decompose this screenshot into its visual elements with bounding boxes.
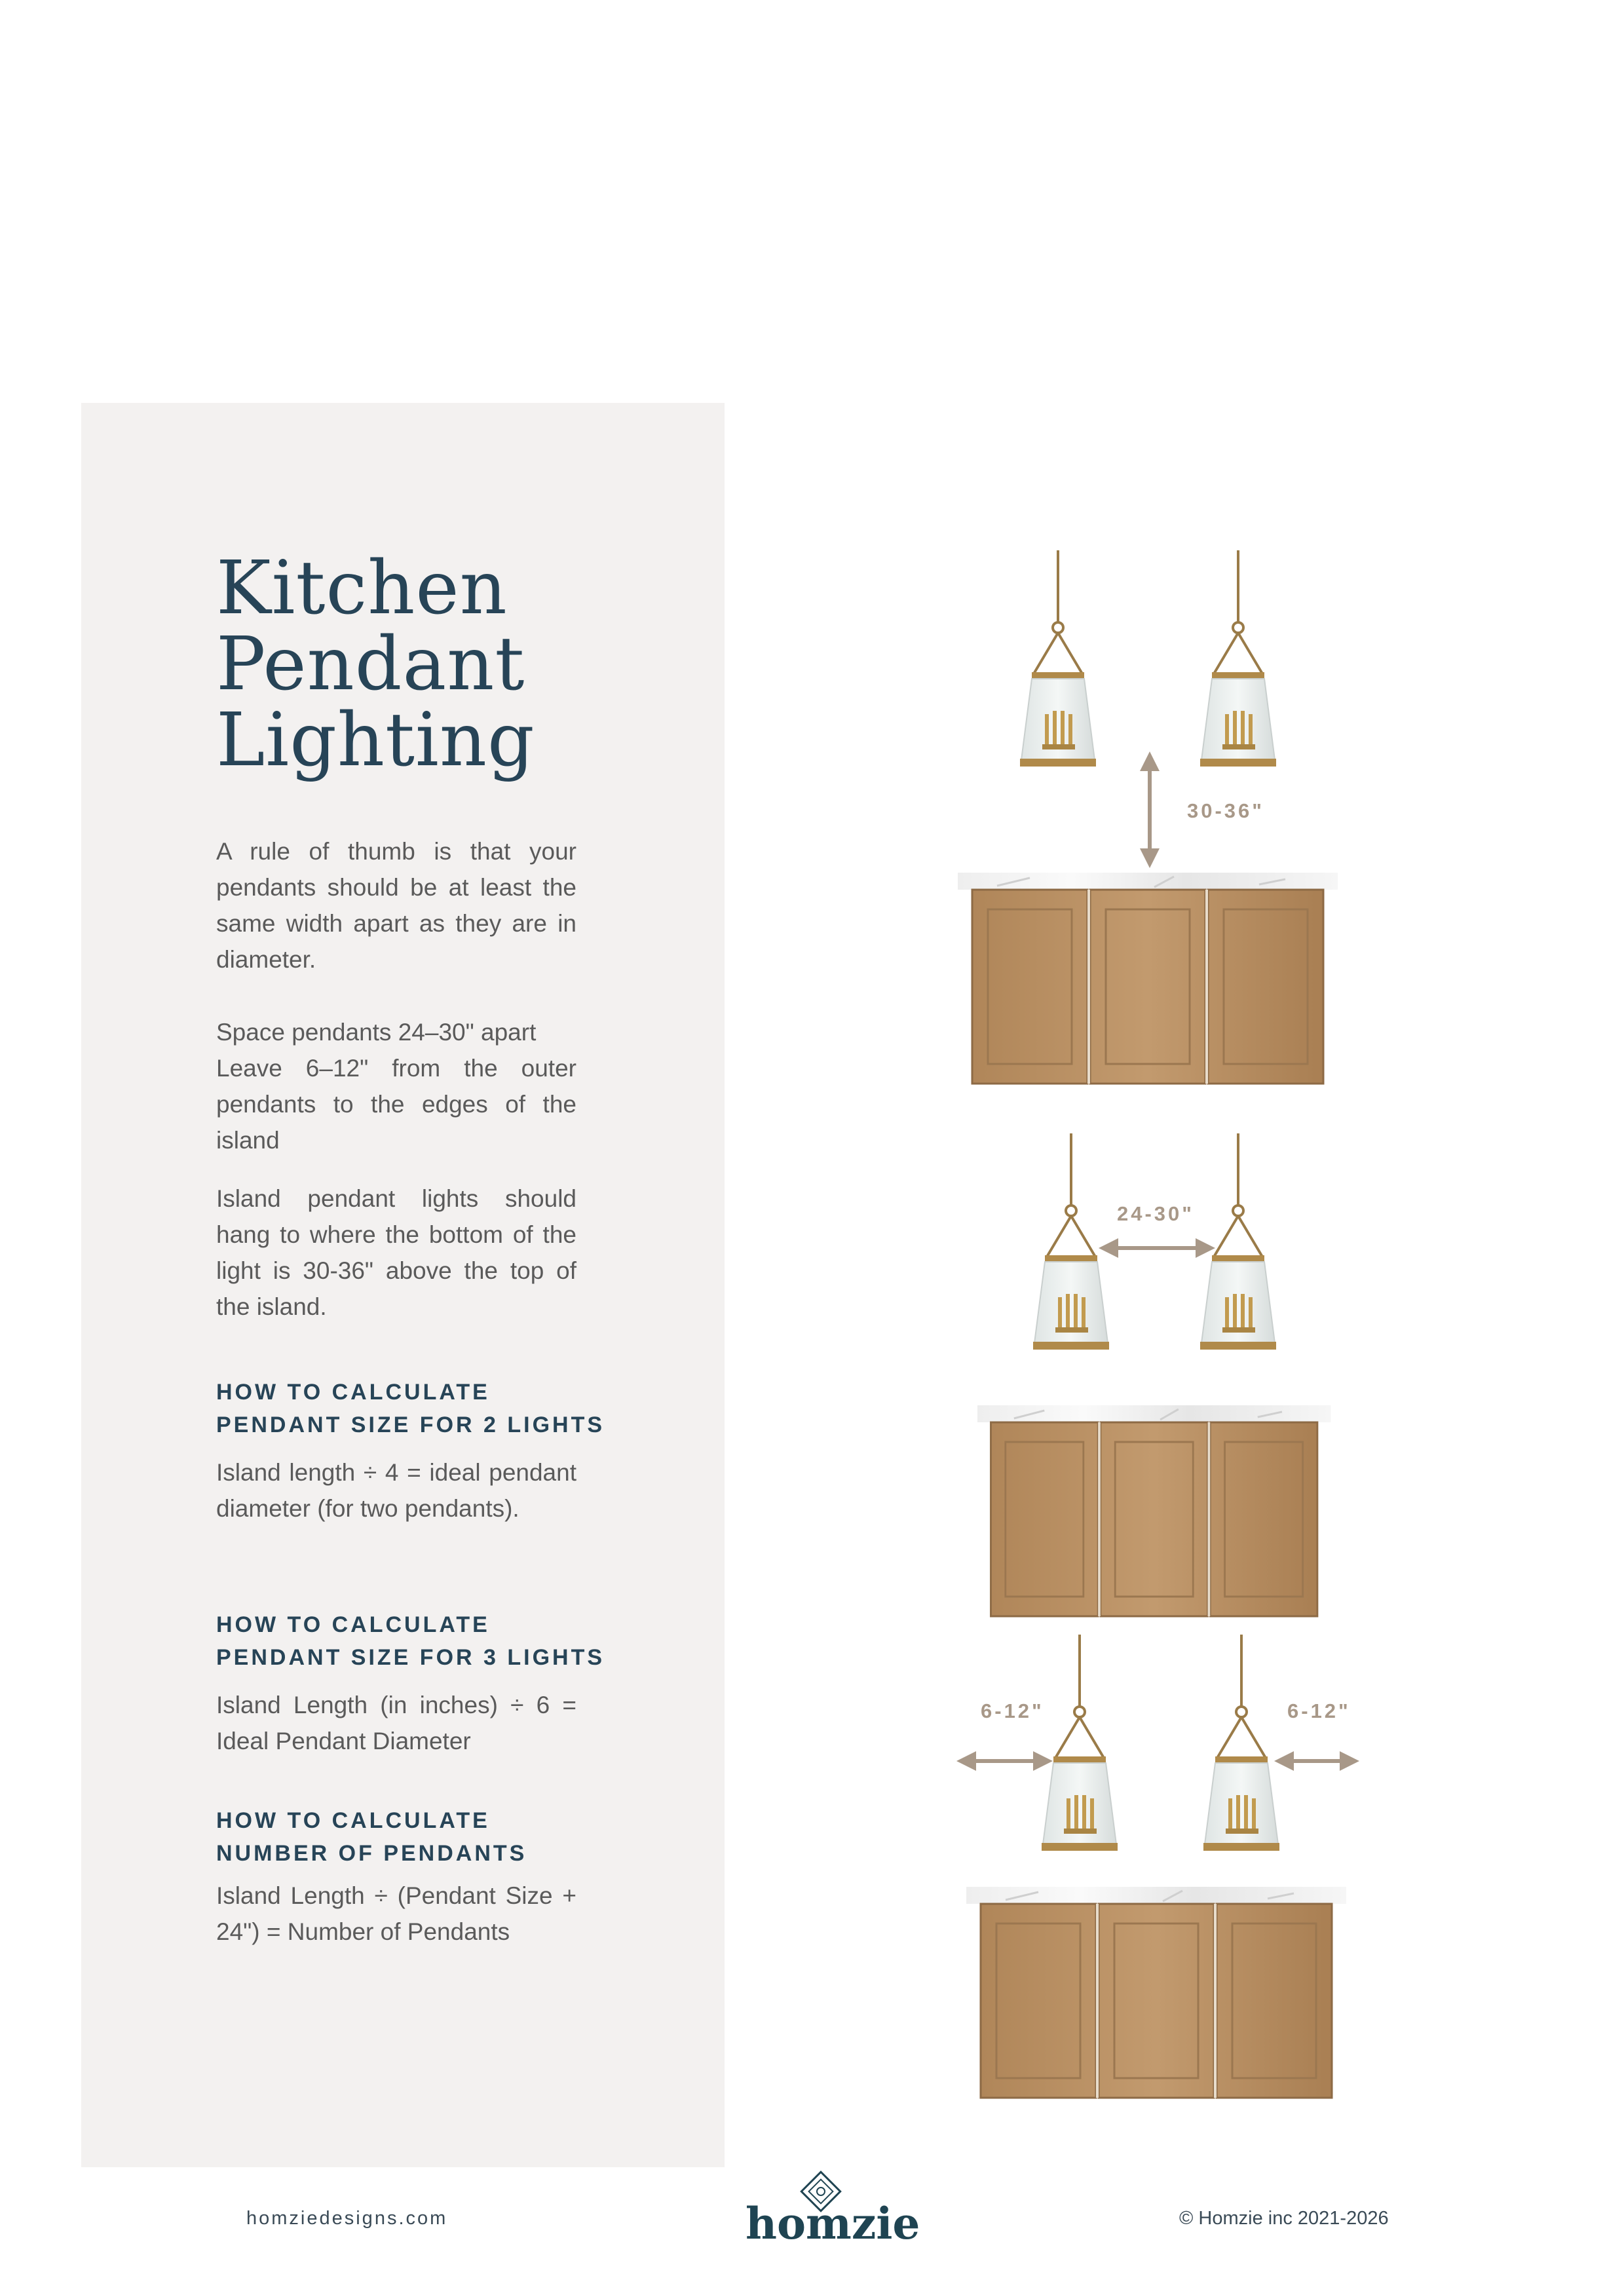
title-line-3: Lighting <box>216 698 535 783</box>
kitchen-island-icon <box>958 873 1338 1084</box>
spacing-dimension-label: 24-30" <box>1117 1202 1194 1225</box>
edge-dimension-label-right: 6-12" <box>1287 1699 1351 1722</box>
pendant-light-icon <box>1200 550 1276 767</box>
hang-height-paragraph: Island pendant lights should hang to where the bottom of the light is 30-36" above the top of the island. <box>216 1185 576 1320</box>
heading-line: HOW TO CALCULATE <box>216 1612 490 1637</box>
title-line-1: Kitchen <box>216 546 508 631</box>
height-dimension-label: 30-36" <box>1187 799 1264 822</box>
brand-logo-text: homzie <box>746 2198 920 2249</box>
kitchen-island-icon <box>977 1405 1331 1616</box>
spacing-line: Space pendants 24–30" apart <box>216 1019 537 1046</box>
heading-line: PENDANT SIZE FOR 2 LIGHTS <box>216 1412 605 1437</box>
rule-of-thumb-paragraph: A rule of thumb is that your pendants should be at least the same width apart as they are in diameter. <box>216 838 576 973</box>
pendant-light-icon <box>1042 1635 1118 1851</box>
pendant-light-icon <box>1020 550 1096 767</box>
section-text-3-lights: Island Length (in inches) ÷ 6 = Ideal Pendant Diameter <box>216 1692 576 1754</box>
kitchen-island-icon <box>966 1887 1346 2098</box>
title-line-2: Pendant <box>216 622 525 707</box>
website-link[interactable]: homziedesigns.com <box>246 2208 448 2229</box>
edge-dimension-label-left: 6-12" <box>981 1699 1044 1722</box>
section-text-2-lights: Island length ÷ 4 = ideal pendant diameter (for two pendants). <box>216 1459 576 1522</box>
pendant-light-icon <box>1203 1635 1279 1851</box>
pendant-light-icon <box>1033 1133 1109 1350</box>
heading-line: NUMBER OF PENDANTS <box>216 1841 527 1866</box>
section-text-number: Island Length ÷ (Pendant Size + 24") = Number of Pendants <box>216 1882 576 1945</box>
heading-line: HOW TO CALCULATE <box>216 1808 490 1833</box>
copyright-text: © Homzie inc 2021-2026 <box>1179 2208 1389 2229</box>
pendant-light-icon <box>1200 1133 1276 1350</box>
heading-line: PENDANT SIZE FOR 3 LIGHTS <box>216 1645 605 1670</box>
heading-line: HOW TO CALCULATE <box>216 1380 490 1405</box>
edge-spacing-paragraph: Leave 6–12" from the outer pendants to the edges of the island <box>216 1055 576 1154</box>
